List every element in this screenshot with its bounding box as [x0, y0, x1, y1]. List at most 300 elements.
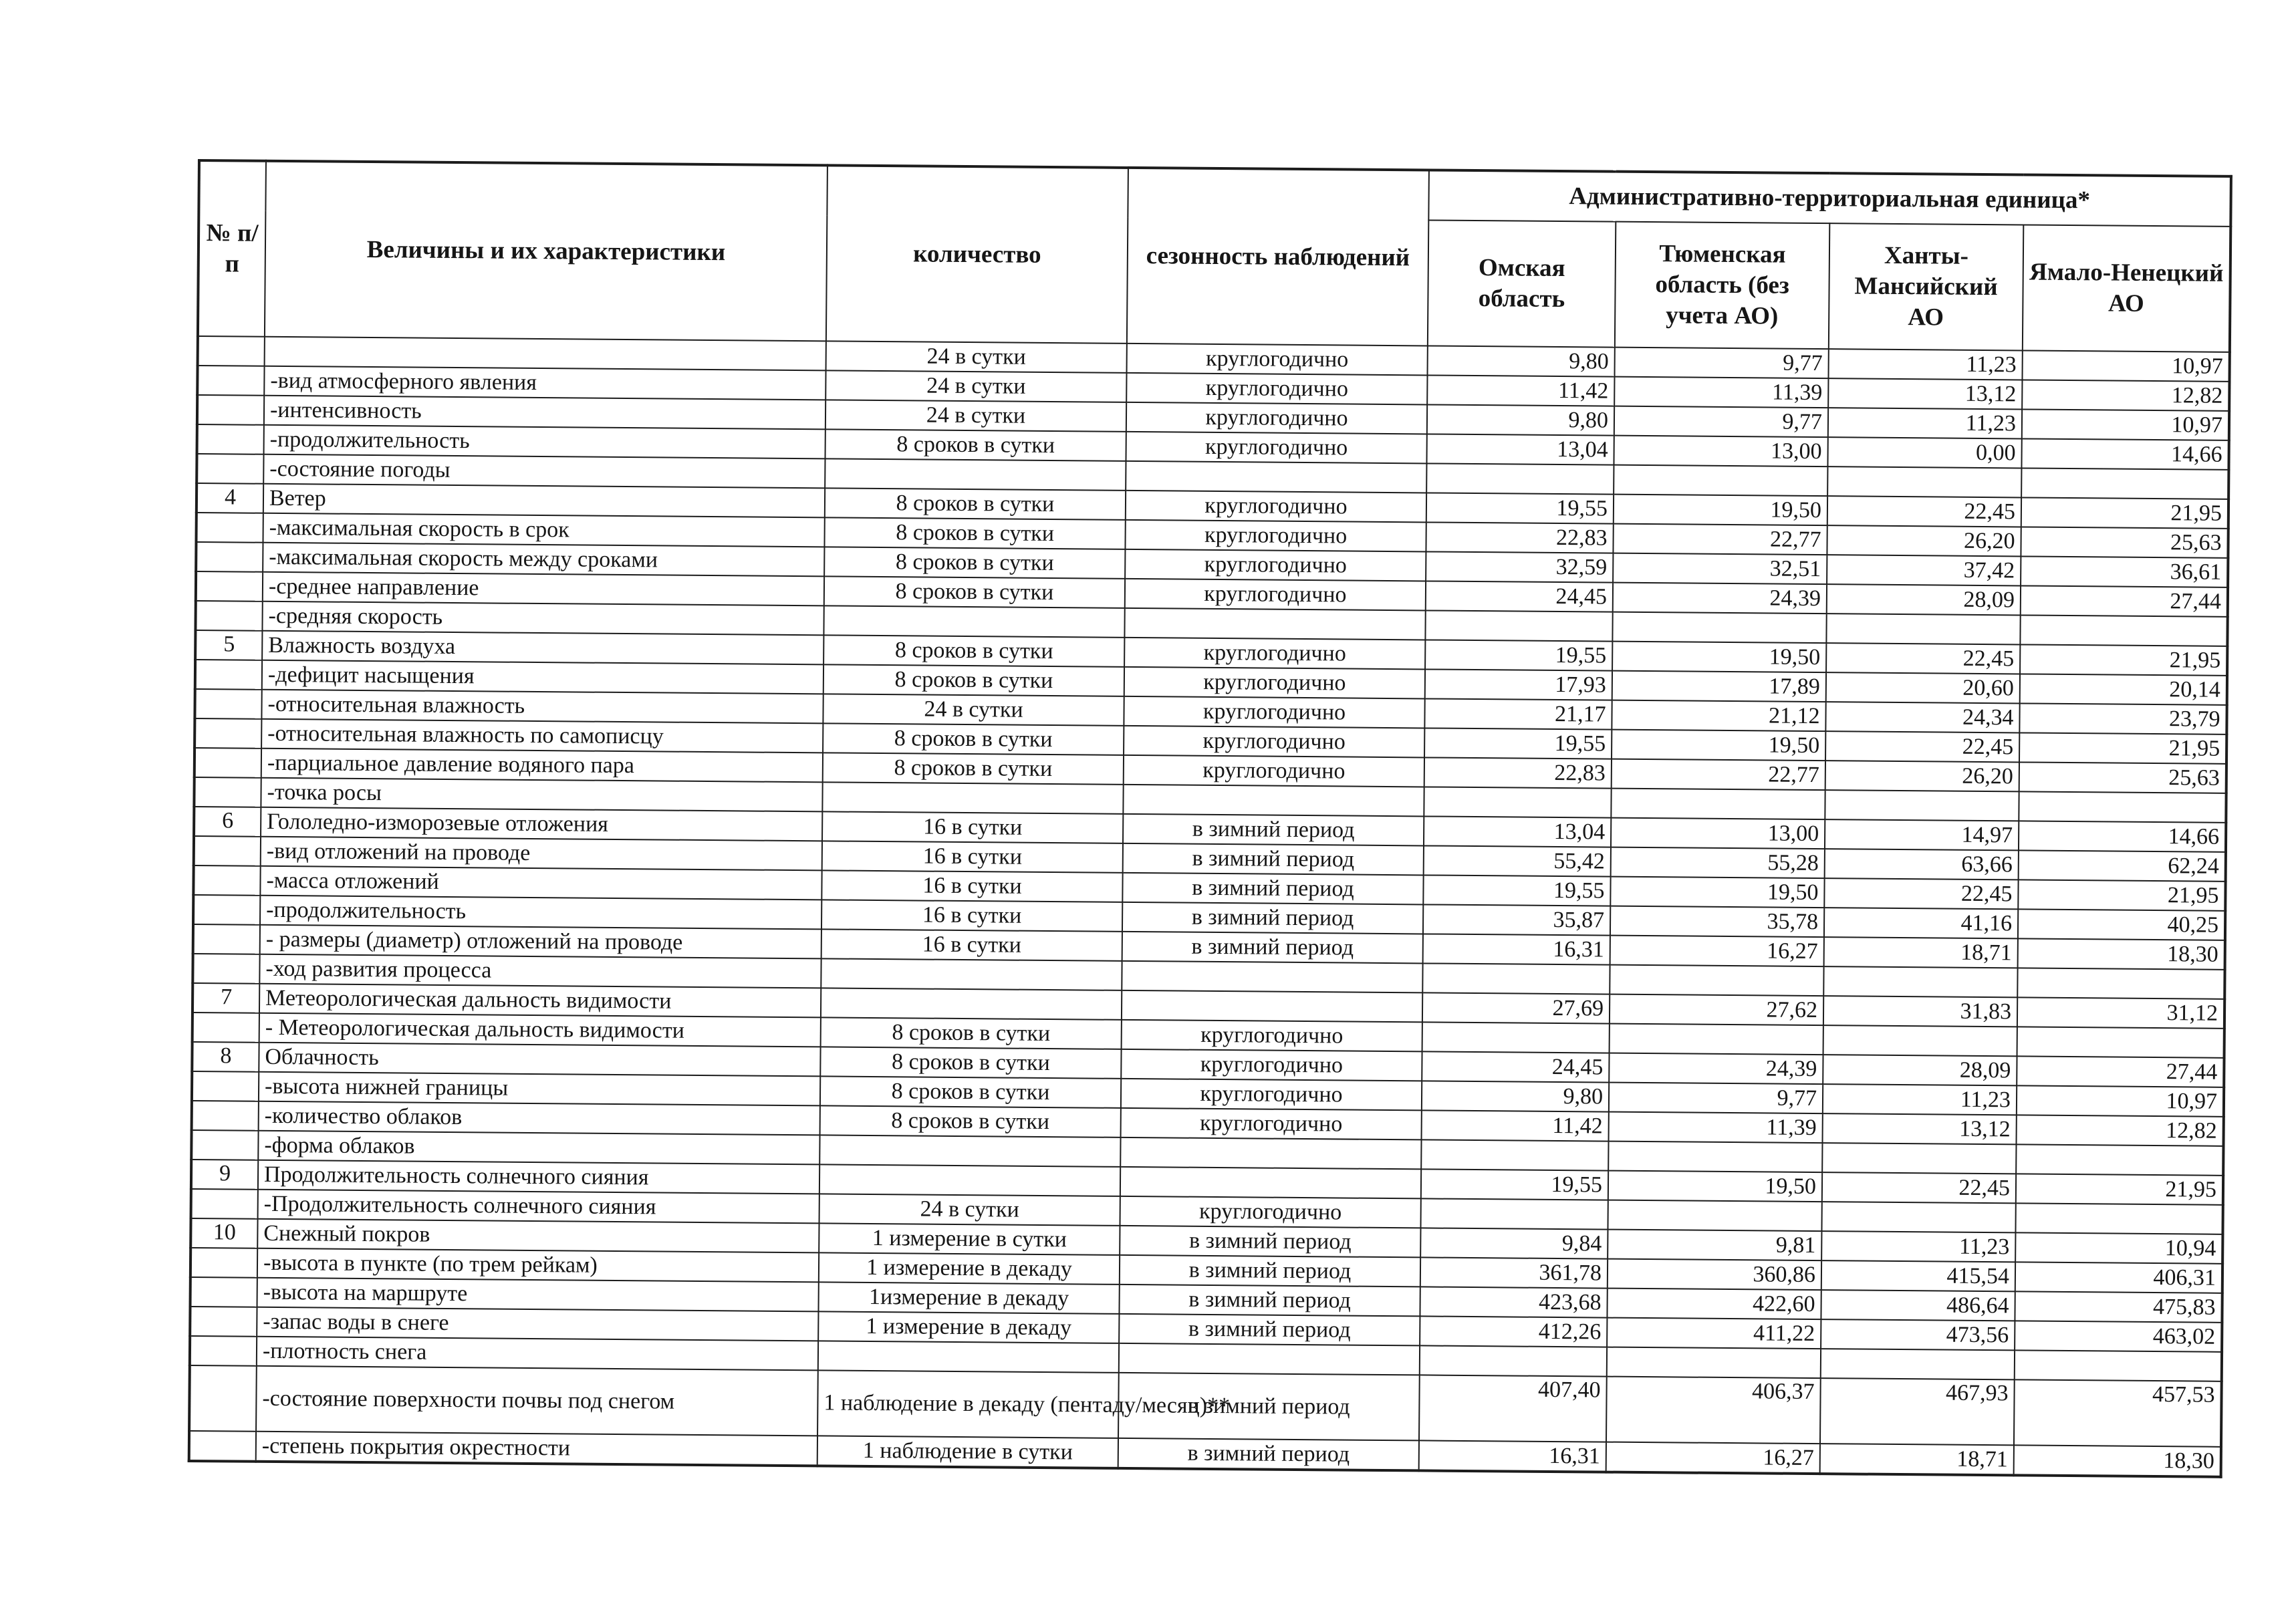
row-value-tyumen	[1614, 465, 1827, 497]
row-num	[197, 424, 264, 454]
row-value-khmao: 11,23	[1828, 349, 2022, 380]
row-qty: 24 в сутки	[819, 1194, 1120, 1226]
row-value-omsk: 13,04	[1424, 816, 1611, 847]
row-value-khmao: 22,45	[1824, 878, 2018, 909]
row-num	[191, 1130, 258, 1160]
row-value-khmao: 415,54	[1821, 1260, 2015, 1291]
row-value-yanao: 36,61	[2021, 556, 2228, 587]
row-qty: 16 в сутки	[821, 929, 1122, 961]
row-value-yanao	[2017, 968, 2224, 998]
row-qty	[821, 958, 1122, 990]
row-value-yanao: 21,95	[2020, 644, 2227, 675]
row-name: -состояние погоды	[263, 454, 825, 489]
row-qty	[819, 1135, 1120, 1167]
row-qty	[818, 1341, 1119, 1373]
row-value-tyumen: 9,81	[1608, 1230, 1821, 1261]
row-season: в зимний период	[1119, 1314, 1420, 1346]
row-value-khmao: 22,45	[1826, 643, 2020, 674]
row-value-yanao	[2015, 1203, 2222, 1234]
row-value-omsk: 9,80	[1427, 404, 1614, 435]
row-value-tyumen: 24,39	[1613, 583, 1827, 614]
row-value-omsk: 19,55	[1423, 875, 1610, 906]
row-value-omsk: 19,55	[1421, 1169, 1608, 1200]
row-value-khmao: 22,45	[1825, 731, 2019, 762]
row-num	[189, 1365, 257, 1432]
row-value-khmao	[1825, 790, 2019, 821]
row-num	[195, 748, 261, 778]
row-qty: 24 в сутки	[823, 694, 1124, 726]
row-qty: 8 сроков в сутки	[820, 1105, 1121, 1137]
row-value-khmao: 22,45	[1822, 1172, 2016, 1203]
row-name: -Продолжительность солнечного сияния	[258, 1190, 819, 1224]
row-value-omsk: 35,87	[1423, 904, 1610, 935]
row-num	[193, 1013, 259, 1043]
row-value-yanao: 62,24	[2019, 850, 2226, 881]
row-value-omsk: 16,31	[1419, 1440, 1606, 1472]
row-name: -максимальная скорость в срок	[263, 513, 824, 547]
row-qty: 8 сроков в сутки	[820, 1047, 1121, 1079]
row-name	[265, 337, 826, 371]
row-value-yanao	[2015, 1350, 2222, 1381]
row-value-yanao: 10,97	[2022, 350, 2229, 381]
row-qty: 1 измерение в декаду	[819, 1252, 1120, 1285]
row-value-omsk: 423,68	[1420, 1287, 1607, 1317]
row-num	[193, 924, 260, 954]
row-value-omsk	[1422, 963, 1610, 994]
row-value-tyumen: 19,50	[1608, 1171, 1822, 1202]
row-value-yanao: 23,79	[2019, 703, 2226, 734]
row-value-khmao: 473,56	[1821, 1319, 2015, 1350]
row-value-khmao: 31,83	[1823, 996, 2017, 1027]
row-value-khmao: 24,34	[1825, 702, 2019, 732]
row-name: - Метеорологическая дальность видимости	[259, 1013, 821, 1047]
row-qty: 8 сроков в сутки	[824, 576, 1125, 608]
row-value-omsk: 22,83	[1424, 757, 1612, 788]
row-value-khmao	[1827, 466, 2021, 497]
row-season	[1126, 461, 1426, 493]
row-season	[1120, 1167, 1421, 1199]
row-qty	[819, 1164, 1120, 1196]
row-value-yanao	[2019, 791, 2226, 822]
row-num	[194, 777, 261, 807]
row-value-yanao: 21,95	[2018, 880, 2225, 910]
row-value-tyumen: 35,78	[1610, 906, 1824, 938]
row-value-tyumen: 21,12	[1612, 700, 1825, 732]
row-num	[190, 1277, 257, 1307]
row-qty	[823, 606, 1124, 638]
row-name: -плотность снега	[257, 1337, 818, 1371]
row-value-tyumen: 406,37	[1606, 1377, 1821, 1444]
row-value-omsk: 9,80	[1428, 346, 1615, 376]
row-qty: 24 в сутки	[826, 341, 1127, 373]
row-value-omsk	[1426, 463, 1614, 494]
row-value-tyumen: 13,00	[1614, 436, 1827, 467]
row-value-yanao: 25,63	[2021, 527, 2228, 557]
row-qty: 8 сроков в сутки	[823, 723, 1124, 755]
row-season: в зимний период	[1120, 1226, 1420, 1258]
row-value-tyumen: 19,50	[1612, 730, 1825, 761]
row-qty: 16 в сутки	[822, 811, 1123, 843]
row-value-khmao: 18,71	[1820, 1444, 2014, 1475]
row-value-omsk: 27,69	[1422, 992, 1610, 1023]
table-header	[198, 160, 2231, 352]
row-value-tyumen: 22,77	[1613, 524, 1827, 555]
row-value-tyumen: 32,51	[1613, 553, 1827, 585]
row-value-omsk	[1420, 1198, 1608, 1229]
row-value-khmao: 13,12	[1828, 378, 2022, 409]
row-name: -продолжительность	[264, 425, 825, 459]
row-value-yanao: 457,53	[2014, 1379, 2222, 1446]
row-value-khmao: 63,66	[1825, 849, 2019, 880]
row-value-tyumen: 360,86	[1608, 1259, 1821, 1291]
row-value-khmao	[1823, 1025, 2017, 1056]
row-num	[196, 542, 263, 572]
row-name: -масса отложений	[260, 866, 821, 900]
row-value-yanao: 12,82	[2017, 1115, 2224, 1146]
row-value-yanao: 21,95	[2016, 1174, 2223, 1204]
row-season: круглогодично	[1124, 696, 1424, 728]
header-region-tyumen: Тюменская область (без учета АО)	[1615, 222, 1829, 350]
row-value-yanao: 25,63	[2019, 762, 2226, 793]
row-name: -средняя скорость	[262, 601, 823, 636]
row-qty	[825, 458, 1126, 491]
row-qty: 8 сроков в сутки	[823, 753, 1124, 785]
row-name: Гололедно-изморозевые отложения	[261, 807, 822, 841]
row-name: -ход развития процесса	[259, 954, 821, 988]
row-value-omsk: 24,45	[1426, 581, 1613, 612]
row-name: -точка росы	[261, 778, 822, 812]
row-season	[1122, 990, 1422, 1023]
row-num	[196, 513, 263, 543]
row-value-omsk: 11,42	[1422, 1110, 1609, 1141]
row-num	[190, 1336, 257, 1366]
row-name: -высота на маршруте	[257, 1278, 819, 1312]
row-value-khmao	[1823, 966, 2017, 997]
row-value-khmao: 28,09	[1827, 584, 2021, 615]
row-num	[194, 836, 261, 866]
row-season: круглогодично	[1121, 1079, 1422, 1111]
row-qty: 16 в сутки	[821, 900, 1122, 932]
header-season: сезонность наблюдений	[1127, 168, 1429, 346]
row-num	[195, 601, 262, 631]
row-value-yanao: 27,44	[2021, 585, 2228, 616]
row-value-yanao	[2020, 615, 2227, 646]
row-value-omsk: 407,40	[1419, 1375, 1607, 1442]
row-season: круглогодично	[1126, 373, 1427, 405]
row-value-yanao	[2021, 468, 2228, 499]
row-value-yanao: 10,94	[2015, 1232, 2222, 1263]
row-name: -парциальное давление водяного пара	[261, 749, 823, 783]
row-value-yanao: 406,31	[2015, 1262, 2222, 1293]
row-value-tyumen: 13,00	[1611, 818, 1825, 849]
row-value-omsk: 9,84	[1420, 1228, 1608, 1258]
row-value-tyumen: 11,39	[1609, 1112, 1823, 1144]
row-qty: 1измерение в декаду	[818, 1282, 1119, 1314]
row-name: -вид атмосферного явления	[264, 366, 825, 400]
row-qty: 1 наблюдение в декаду (пентаду/месяц)**	[817, 1370, 1119, 1438]
row-qty: 8 сроков в сутки	[823, 664, 1124, 696]
row-qty	[822, 782, 1123, 814]
row-season: в зимний период	[1123, 814, 1424, 846]
row-name: -вид отложений на проводе	[261, 837, 822, 871]
row-name: -дефицит насыщения	[262, 660, 823, 694]
row-value-omsk	[1420, 1345, 1607, 1376]
row-value-tyumen: 9,77	[1609, 1083, 1823, 1114]
row-value-omsk: 22,83	[1426, 522, 1613, 553]
row-name: -максимальная скорость между сроками	[263, 543, 824, 577]
row-value-khmao: 26,20	[1825, 761, 2019, 791]
row-num: 4	[197, 483, 263, 513]
row-value-yanao: 40,25	[2018, 909, 2225, 940]
row-value-yanao: 10,97	[2017, 1085, 2224, 1116]
header-region-khmao: Ханты-Мансийский АО	[1829, 223, 2023, 350]
header-name: Величины и их характеристики	[265, 161, 827, 342]
row-value-yanao: 20,14	[2020, 674, 2227, 704]
row-value-omsk: 11,42	[1427, 375, 1614, 406]
row-season: в зимний период	[1118, 1373, 1420, 1441]
row-season	[1119, 1343, 1420, 1375]
row-value-tyumen: 422,60	[1607, 1289, 1821, 1320]
row-value-khmao: 467,93	[1820, 1378, 2015, 1445]
row-value-tyumen	[1610, 1024, 1823, 1055]
row-value-tyumen: 9,77	[1614, 406, 1828, 438]
row-value-omsk: 16,31	[1423, 934, 1610, 964]
row-season: круглогодично	[1126, 432, 1426, 464]
row-value-khmao	[1821, 1349, 2015, 1379]
row-value-omsk: 412,26	[1420, 1316, 1607, 1347]
row-season: круглогодично	[1121, 1049, 1422, 1081]
row-qty: 8 сроков в сутки	[820, 1076, 1121, 1108]
row-season: в зимний период	[1119, 1285, 1420, 1317]
row-num	[197, 454, 263, 484]
header-region-yanao: Ямало-Ненецкий АО	[2023, 225, 2230, 352]
row-value-yanao: 21,95	[2019, 732, 2226, 763]
row-num	[193, 954, 259, 984]
row-name: -продолжительность	[260, 896, 821, 930]
row-value-tyumen: 55,28	[1611, 847, 1825, 879]
row-value-tyumen	[1608, 1142, 1822, 1173]
row-value-tyumen: 16,27	[1606, 1442, 1820, 1474]
row-name: - размеры (диаметр) отложений на проводе	[260, 925, 821, 959]
row-value-tyumen: 16,27	[1610, 936, 1824, 967]
row-qty: 24 в сутки	[825, 370, 1126, 402]
document-page	[187, 159, 2230, 1512]
row-qty: 1 наблюдение в сутки	[817, 1436, 1118, 1468]
row-num	[197, 366, 264, 396]
row-season	[1124, 608, 1425, 640]
row-value-khmao: 11,23	[1823, 1084, 2017, 1115]
row-value-yanao: 18,30	[2014, 1445, 2221, 1476]
row-value-omsk	[1425, 610, 1612, 641]
row-value-khmao: 20,60	[1826, 672, 2020, 703]
row-value-omsk: 19,55	[1425, 640, 1612, 670]
row-name: -степень покрытия окрестности	[256, 1432, 817, 1466]
row-value-yanao: 31,12	[2017, 997, 2224, 1028]
row-value-omsk	[1424, 787, 1611, 817]
row-value-khmao: 0,00	[1827, 437, 2021, 468]
row-qty: 8 сроков в сутки	[825, 488, 1126, 520]
row-value-khmao: 37,42	[1827, 555, 2021, 585]
row-qty: 8 сроков в сутки	[824, 547, 1125, 579]
row-season: в зимний период	[1123, 843, 1424, 876]
row-value-khmao	[1826, 614, 2020, 644]
row-value-omsk: 19,55	[1426, 493, 1614, 523]
row-season: круглогодично	[1122, 1020, 1422, 1052]
row-value-omsk: 32,59	[1426, 551, 1613, 582]
row-value-yanao: 14,66	[2021, 438, 2228, 469]
row-value-tyumen	[1611, 789, 1825, 820]
row-qty: 8 сроков в сутки	[824, 517, 1125, 549]
row-value-omsk: 13,04	[1426, 434, 1614, 464]
row-qty: 16 в сутки	[822, 841, 1123, 873]
row-value-omsk: 17,93	[1425, 669, 1612, 700]
row-season: в зимний период	[1122, 902, 1423, 934]
header-region-group: Административно-территориальная единица*	[1428, 170, 2231, 226]
row-value-omsk: 9,80	[1422, 1081, 1609, 1111]
row-num	[193, 895, 260, 925]
row-value-yanao: 12,82	[2022, 380, 2229, 410]
row-name: Продолжительность солнечного сияния	[258, 1160, 819, 1194]
row-name: -форма облаков	[258, 1131, 819, 1165]
row-value-tyumen: 22,77	[1612, 759, 1825, 791]
row-name: -запас воды в снеге	[257, 1307, 818, 1341]
row-value-khmao	[1821, 1202, 2015, 1232]
row-qty: 16 в сутки	[821, 870, 1122, 902]
row-qty: 8 сроков в сутки	[821, 1017, 1122, 1049]
row-season	[1122, 961, 1422, 993]
row-name: Влажность воздуха	[262, 631, 823, 665]
row-num: 5	[195, 630, 262, 660]
row-season: круглогодично	[1126, 491, 1426, 523]
header-region-omsk: Омская область	[1428, 220, 1616, 347]
row-name: -относительная влажность по самописцу	[261, 719, 823, 753]
row-value-omsk	[1422, 1022, 1610, 1053]
row-season: круглогодично	[1124, 667, 1425, 699]
row-season: в зимний период	[1122, 873, 1423, 905]
row-value-yanao: 463,02	[2015, 1321, 2222, 1351]
row-value-yanao	[2017, 1027, 2224, 1057]
row-name: -количество облаков	[259, 1101, 820, 1135]
row-season: круглогодично	[1124, 726, 1424, 758]
row-value-tyumen	[1610, 965, 1823, 996]
row-season: в зимний период	[1118, 1438, 1419, 1471]
row-season: круглогодично	[1124, 755, 1424, 787]
row-value-omsk: 19,55	[1424, 728, 1612, 759]
row-season: круглогодично	[1127, 344, 1428, 376]
row-name: -интенсивность	[264, 396, 825, 430]
row-num	[195, 689, 261, 719]
row-num	[195, 660, 262, 690]
row-value-omsk: 21,17	[1424, 698, 1612, 729]
row-season: круглогодично	[1121, 1108, 1422, 1140]
row-name: Ветер	[263, 484, 825, 518]
row-num: 7	[193, 983, 259, 1013]
row-num	[192, 1071, 259, 1101]
row-season: круглогодично	[1125, 579, 1426, 611]
row-season: в зимний период	[1120, 1255, 1420, 1287]
row-season: круглогодично	[1125, 549, 1426, 581]
row-num	[192, 1101, 259, 1131]
row-value-tyumen: 24,39	[1609, 1053, 1823, 1085]
row-season	[1123, 785, 1424, 817]
row-name: Снежный покров	[257, 1219, 819, 1253]
row-season: круглогодично	[1125, 520, 1426, 552]
row-name: -высота нижней границы	[259, 1072, 820, 1106]
row-name: -относительная влажность	[261, 690, 823, 724]
row-value-khmao: 28,09	[1823, 1055, 2017, 1085]
row-value-khmao: 14,97	[1825, 819, 2019, 850]
row-num: 9	[191, 1160, 258, 1190]
row-num: 8	[192, 1042, 259, 1072]
row-value-khmao: 22,45	[1827, 496, 2021, 527]
row-season: круглогодично	[1126, 402, 1427, 434]
row-value-omsk: 55,42	[1424, 845, 1611, 876]
row-value-yanao: 475,83	[2015, 1291, 2222, 1322]
row-num	[198, 336, 265, 366]
row-value-tyumen: 27,62	[1610, 994, 1823, 1026]
row-qty: 8 сроков в сутки	[825, 429, 1126, 461]
row-num: 10	[190, 1218, 257, 1248]
row-value-omsk: 24,45	[1422, 1051, 1609, 1082]
row-value-yanao: 10,97	[2022, 409, 2229, 440]
row-num	[196, 571, 263, 601]
header-num: № п/п	[198, 160, 266, 337]
row-value-khmao: 11,23	[1821, 1231, 2015, 1262]
row-value-khmao: 11,23	[1828, 408, 2022, 438]
row-num	[191, 1189, 258, 1219]
row-value-yanao: 27,44	[2017, 1056, 2224, 1087]
row-value-khmao: 41,16	[1824, 908, 2018, 938]
row-season	[1120, 1137, 1421, 1170]
row-season: круглогодично	[1124, 638, 1425, 670]
row-value-yanao	[2016, 1144, 2223, 1175]
row-value-tyumen: 411,22	[1607, 1318, 1821, 1349]
row-name: -высота в пункте (по трем рейкам)	[257, 1248, 819, 1283]
row-value-tyumen: 9,77	[1615, 348, 1829, 379]
row-value-tyumen	[1608, 1200, 1821, 1232]
row-name: -состояние поверхности почвы под снегом	[256, 1366, 818, 1436]
row-num	[190, 1307, 257, 1337]
row-value-yanao: 21,95	[2021, 497, 2228, 528]
row-qty: 1 измерение в сутки	[819, 1223, 1120, 1255]
row-name: Метеорологическая дальность видимости	[259, 984, 821, 1018]
row-value-khmao	[1822, 1143, 2016, 1174]
row-num	[190, 1248, 257, 1278]
observation-table	[188, 159, 2233, 1478]
row-qty: 1 измерение в декаду	[818, 1311, 1119, 1343]
row-value-tyumen: 19,50	[1610, 877, 1824, 908]
row-qty	[821, 988, 1122, 1020]
row-season: круглогодично	[1120, 1196, 1421, 1228]
row-name: -среднее направление	[263, 572, 824, 606]
row-value-tyumen: 19,50	[1612, 642, 1826, 673]
row-name: Облачность	[259, 1043, 820, 1077]
row-qty: 24 в сутки	[825, 400, 1126, 432]
row-value-tyumen	[1612, 612, 1826, 644]
row-num	[189, 1431, 256, 1462]
row-num	[193, 865, 260, 896]
row-value-yanao: 14,66	[2019, 821, 2226, 851]
row-value-omsk	[1421, 1139, 1608, 1170]
row-value-khmao: 13,12	[1823, 1113, 2017, 1144]
row-num	[197, 395, 264, 425]
row-num	[195, 718, 261, 749]
row-value-omsk: 361,78	[1420, 1257, 1608, 1288]
row-value-khmao: 18,71	[1824, 937, 2018, 968]
row-value-khmao: 486,64	[1821, 1290, 2015, 1321]
row-value-yanao: 18,30	[2018, 938, 2225, 969]
row-value-tyumen	[1607, 1347, 1821, 1379]
